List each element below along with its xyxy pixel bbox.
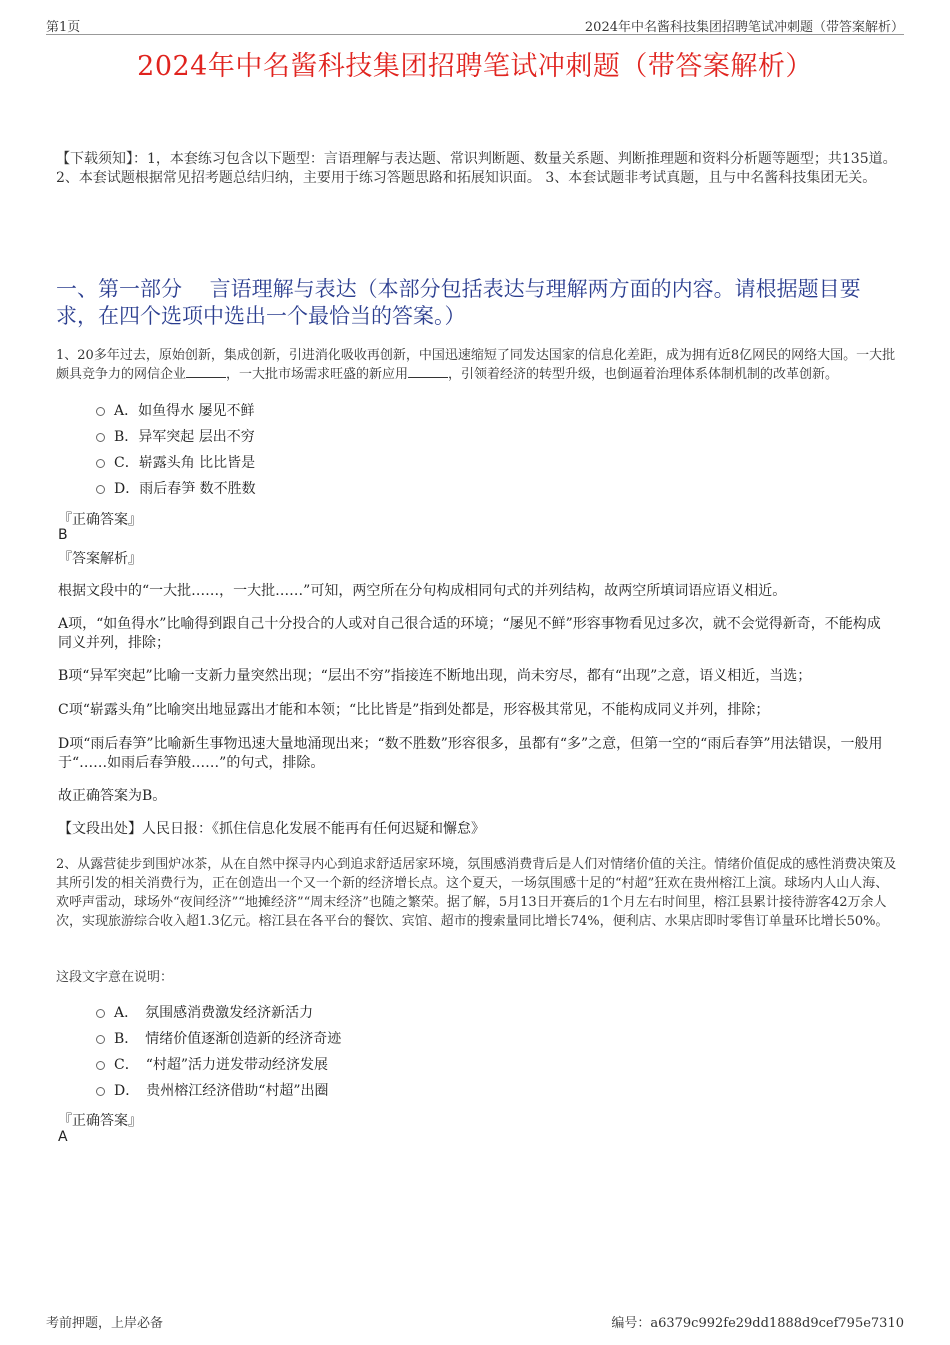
radio-icon[interactable] [96,1009,105,1018]
question-1-stem: 1、20多年过去，原始创新，集成创新，引进消化吸收再创新，中国迅速缩短了同发达国家的信息化差距，成为拥有近8亿网民的网络大国。一大批颇具竞争力的网信企业 ，一大批市场需求旺盛的新应用 ，引领着经济的转型升级，也倒逼着治理体系体制机制的改革创新。 [56,348,896,382]
analysis-paragraph: 故正确答案为B。 [58,788,167,804]
analysis-paragraph: B项“异军突起”比喻一支新力量突然出现；“层出不穷”指接连不断地出现，尚未穷尽，都有“出现”之意，语义相近，当选； [58,668,812,684]
option-d[interactable]: D．雨后春笋 数不胜数 [96,476,796,502]
answer-value: B [58,527,68,543]
page-number: 第1页 [46,20,81,35]
option-a[interactable]: A． 氛围感消费激发经济新活力 [96,1000,796,1026]
option-c[interactable]: C． “村超”活力迸发带动经济发展 [96,1052,796,1078]
radio-icon[interactable] [96,433,105,442]
analysis-paragraph: 根据文段中的“一大批……，一大批……”可知，两空所在分句构成相同句式的并列结构，故两空所填词语应语义相近。 [58,583,787,599]
analysis-paragraph: C项“崭露头角”比喻突出地显露出才能和本领；“比比皆是”指到处都是，形容极其常见，不能构成同义并列，排除； [58,702,770,718]
question-2-options [96,1000,796,1104]
section-heading: 一、第一部分 言语理解与表达（本部分包括表达与理解两方面的内容。请根据题目要求，在四个选项中选出一个最恰当的答案。） [56,277,861,328]
analysis-paragraph: D项“雨后春笋”比喻新生事物迅速大量地涌现出来；“数不胜数”形容很多，虽都有“多”之意，但第一空的“雨后春笋”用法错误，一般用于“……如雨后春笋般……”的句式，排除。 [58,736,883,771]
radio-icon[interactable] [96,1061,105,1070]
option-d[interactable]: D． 贵州榕江经济借助“村超”出圈 [96,1078,796,1104]
blank-2 [408,366,448,378]
page-header [46,14,904,35]
option-a[interactable]: A．如鱼得水 屡见不鲜 [96,398,796,424]
answer-label: 『正确答案』 [58,512,142,528]
header-doc-title: 2024年中名酱科技集团招聘笔试冲刺题（带答案解析） [584,20,904,35]
analysis-paragraph: A项，“如鱼得水”比喻得到跟自己十分投合的人或对自己很合适的环境；“屡见不鲜”形容事物看见过多次，就不会觉得新奇，不能构成同义并列，排除； [58,616,881,651]
option-c[interactable]: C．崭露头角 比比皆是 [96,450,796,476]
question-2-prompt: 这段文字意在说明： [56,970,174,985]
radio-icon[interactable] [96,1035,105,1044]
question-1-options [96,398,796,502]
question-2-stem: 2、从露营徒步到围炉冰茶，从在自然中探寻内心到追求舒适居家环境，氛围感消费背后是人们对情绪价值的关注。情绪价值促成的感性消费决策及其所引发的相关消费行为，正在创造出一个又一个新的经济增长点。这个夏天，一场氛围感十足的“村超”狂欢在贵州榕江上演。球场内人山人海、欢呼声雷动，球场外“夜间经济”“地摊经济”“周末经济”也随之繁荣。据了解，5月13日开赛后的1个月左右时间里，榕江县累计接待游客42万余人次，实现旅游综合收入超1.3亿元。榕江县在各平台的餐饮、宾馆、超市的搜索量同比增长74%，便利店、水果店即时零售订单量环比增长50%。 [56,857,897,929]
answer-value: A [58,1129,68,1145]
source-citation: 【文段出处】人民日报：《抓住信息化发展不能再有任何迟疑和懈怠》 [58,821,485,837]
radio-icon[interactable] [96,459,105,468]
radio-icon[interactable] [96,1087,105,1096]
radio-icon[interactable] [96,407,105,416]
document-title: 2024年中名酱科技集团招聘笔试冲刺题（带答案解析） [137,51,813,82]
footer-serial: 编号：a6379c992fe29dd1888d9cef795e7310 [611,1316,904,1331]
blank-1 [186,366,226,378]
option-b[interactable]: B．异军突起 层出不穷 [96,424,796,450]
answer-label: 『正确答案』 [58,1113,142,1129]
footer-slogan: 考前押题，上岸必备 [46,1316,164,1331]
radio-icon[interactable] [96,485,105,494]
analysis-label: 『答案解析』 [58,551,142,567]
option-b[interactable]: B． 情绪价值逐渐创造新的经济奇迹 [96,1026,796,1052]
download-notice: 【下载须知】：1，本套练习包含以下题型：言语理解与表达题、常识判断题、数量关系题、判断推理题和资料分析题等题型；共135道。 2、本套试题根据常见招考题总结归纳，主要用于练习答题思路和拓展知识面。 3、本套试题非考试真题，且与中名酱科技集团无关。 [56,151,897,186]
